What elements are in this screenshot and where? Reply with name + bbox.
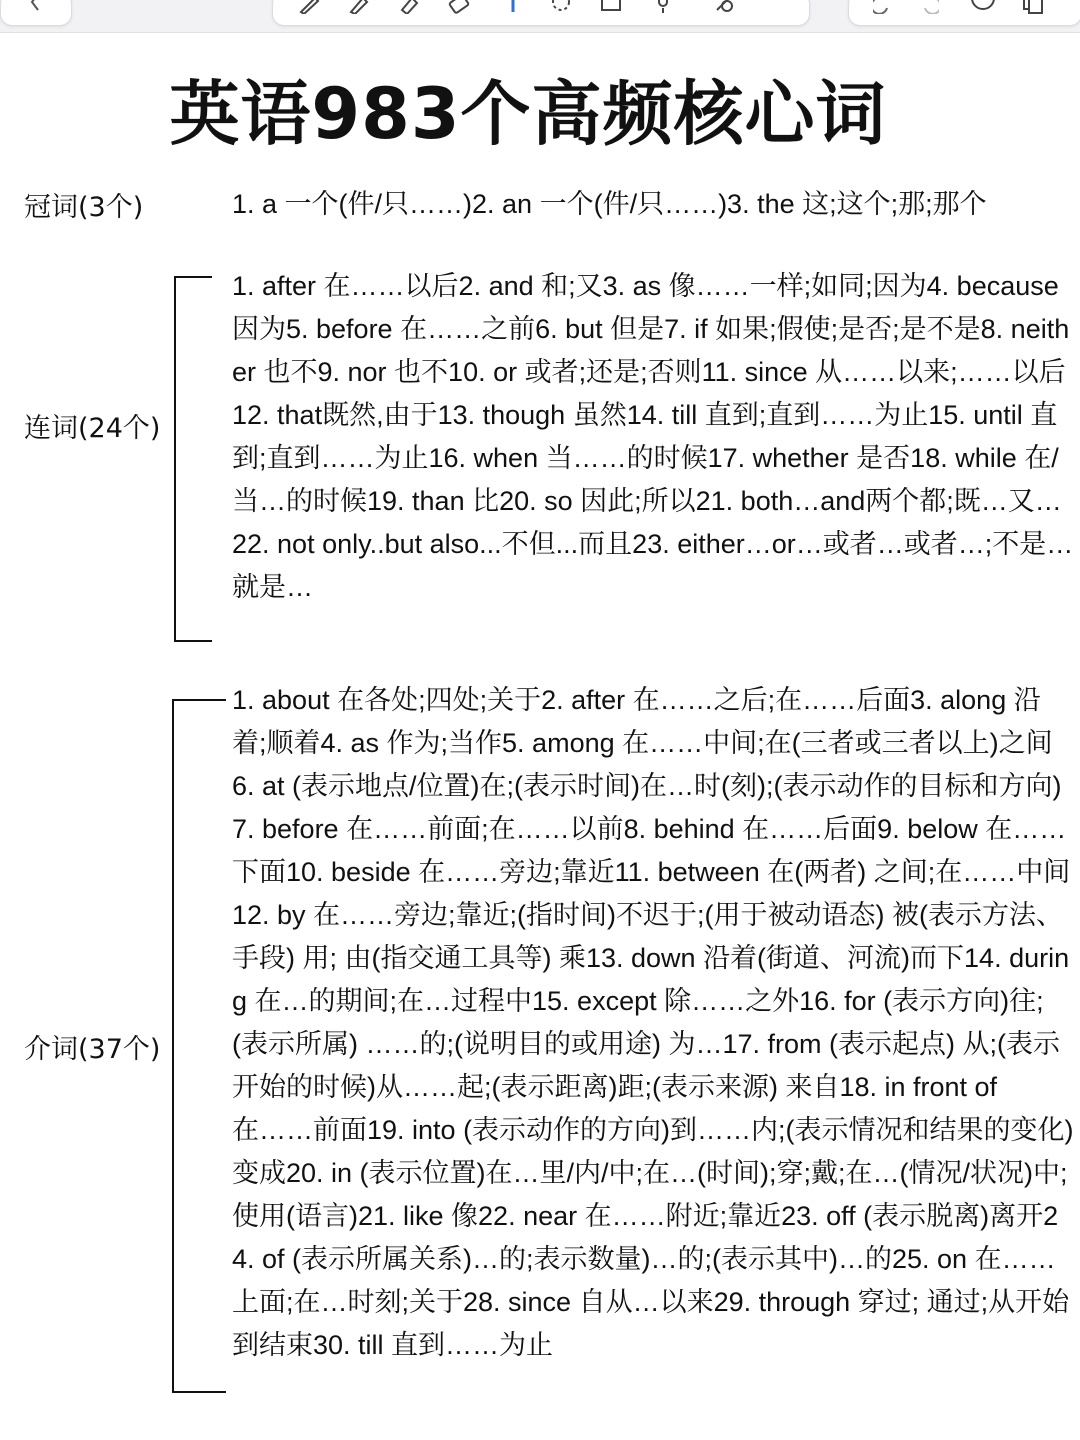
drawing-tools bbox=[272, 0, 810, 26]
page-actions bbox=[848, 0, 1080, 26]
undo-icon[interactable] bbox=[873, 0, 897, 14]
bracket-conjunctions bbox=[174, 276, 212, 642]
pen-icon[interactable] bbox=[297, 0, 321, 14]
section-text-conjunctions: 1. after 在……以后2. and 和;又3. as 像……一样;如同;因为4. because 因为5. before 在……之前6. but 但是7. if 如果;假使;是否;是不是8. neither 也不9. nor 也不10. or 或者;还是;否则11. since 从……以来;……以后12. that既然,由于13. though 虽然14. till 直到;直到……为止15. until 直到;直到……为止16. when 当……的时候17. whether 是否18. while 在/当…的时候19. than 比20. so 因此;所以21. both…and两个都;既…又…22. not only..but also...不但...而且23. either…or…或者…或者…;不是…就是… bbox=[232, 271, 1074, 602]
app-toolbar bbox=[0, 0, 1080, 33]
section-label-articles: 冠词(3个) bbox=[24, 192, 144, 223]
redo-icon[interactable] bbox=[915, 0, 939, 14]
back-button[interactable] bbox=[0, 0, 72, 26]
text-icon[interactable] bbox=[501, 0, 525, 14]
chevron-left-icon bbox=[23, 0, 47, 14]
shape-icon[interactable] bbox=[711, 0, 735, 14]
copy-icon[interactable] bbox=[1021, 0, 1045, 14]
section-text-prepositions: 1. about 在各处;四处;关于2. after 在……之后;在……后面3. along 沿着;顺着4. as 作为;当作5. among 在……中间;在(三者或三者以上)之间6. at (表示地点/位置)在;(表示时间)在…时(刻);(表示动作的目标和方向)7. before 在……前面;在……以前8. behind 在……后面9. below 在……下面10. beside 在……旁边;靠近11. between 在(两者) 之间;在……中间12. by 在……旁边;靠近;(指时间)不迟于;(用于被动语态) 被(表示方法、手段) 用; 由(指交通工具等) 乘13. down 沿着(街道、河流)而下14. during 在…的期间;在…过程中15. except 除……之外16. for (表示方向)往;(表示所属) ……的;(说明目的或用途) 为…17. from (表示起点) 从;(表示开始的时候)从……起;(表示距离)距;(表示来源) 来自18. in front of 在……前面19. into (表示动作的方向)到……内;(表示情况和结果的变化)变成20. in (表示位置)在…里/内/中;在…(时间);穿;戴;在…(情况/状况)中;使用(语言)21. like 像22. near 在……附近;靠近23. off (表示脱离)离开24. of (表示所属关系)…的;表示数量)…的;(表示其中)…的25. on 在……上面;在…时刻;关于28. since 自从…以来29. through 穿过; 通过;从开始到结束30. till 直到……为止 bbox=[232, 685, 1074, 1360]
highlighter-icon[interactable] bbox=[397, 0, 421, 14]
section-text-articles: 1. a 一个(件/只……)2. an 一个(件/只……)3. the 这;这个;那;那个 bbox=[232, 189, 987, 219]
section-label-prepositions: 介词(37个) bbox=[24, 1034, 161, 1065]
image-icon[interactable] bbox=[599, 0, 623, 14]
page-title: 英语983个高频核心词 bbox=[169, 73, 887, 155]
bracket-prepositions bbox=[172, 699, 226, 1393]
section-label-conjunctions: 连词(24个) bbox=[24, 413, 161, 444]
mic-icon[interactable] bbox=[651, 0, 675, 14]
timer-icon[interactable] bbox=[971, 0, 995, 14]
pencil-icon[interactable] bbox=[347, 0, 371, 14]
lasso-icon[interactable] bbox=[549, 0, 573, 14]
eraser-icon[interactable] bbox=[447, 0, 471, 14]
